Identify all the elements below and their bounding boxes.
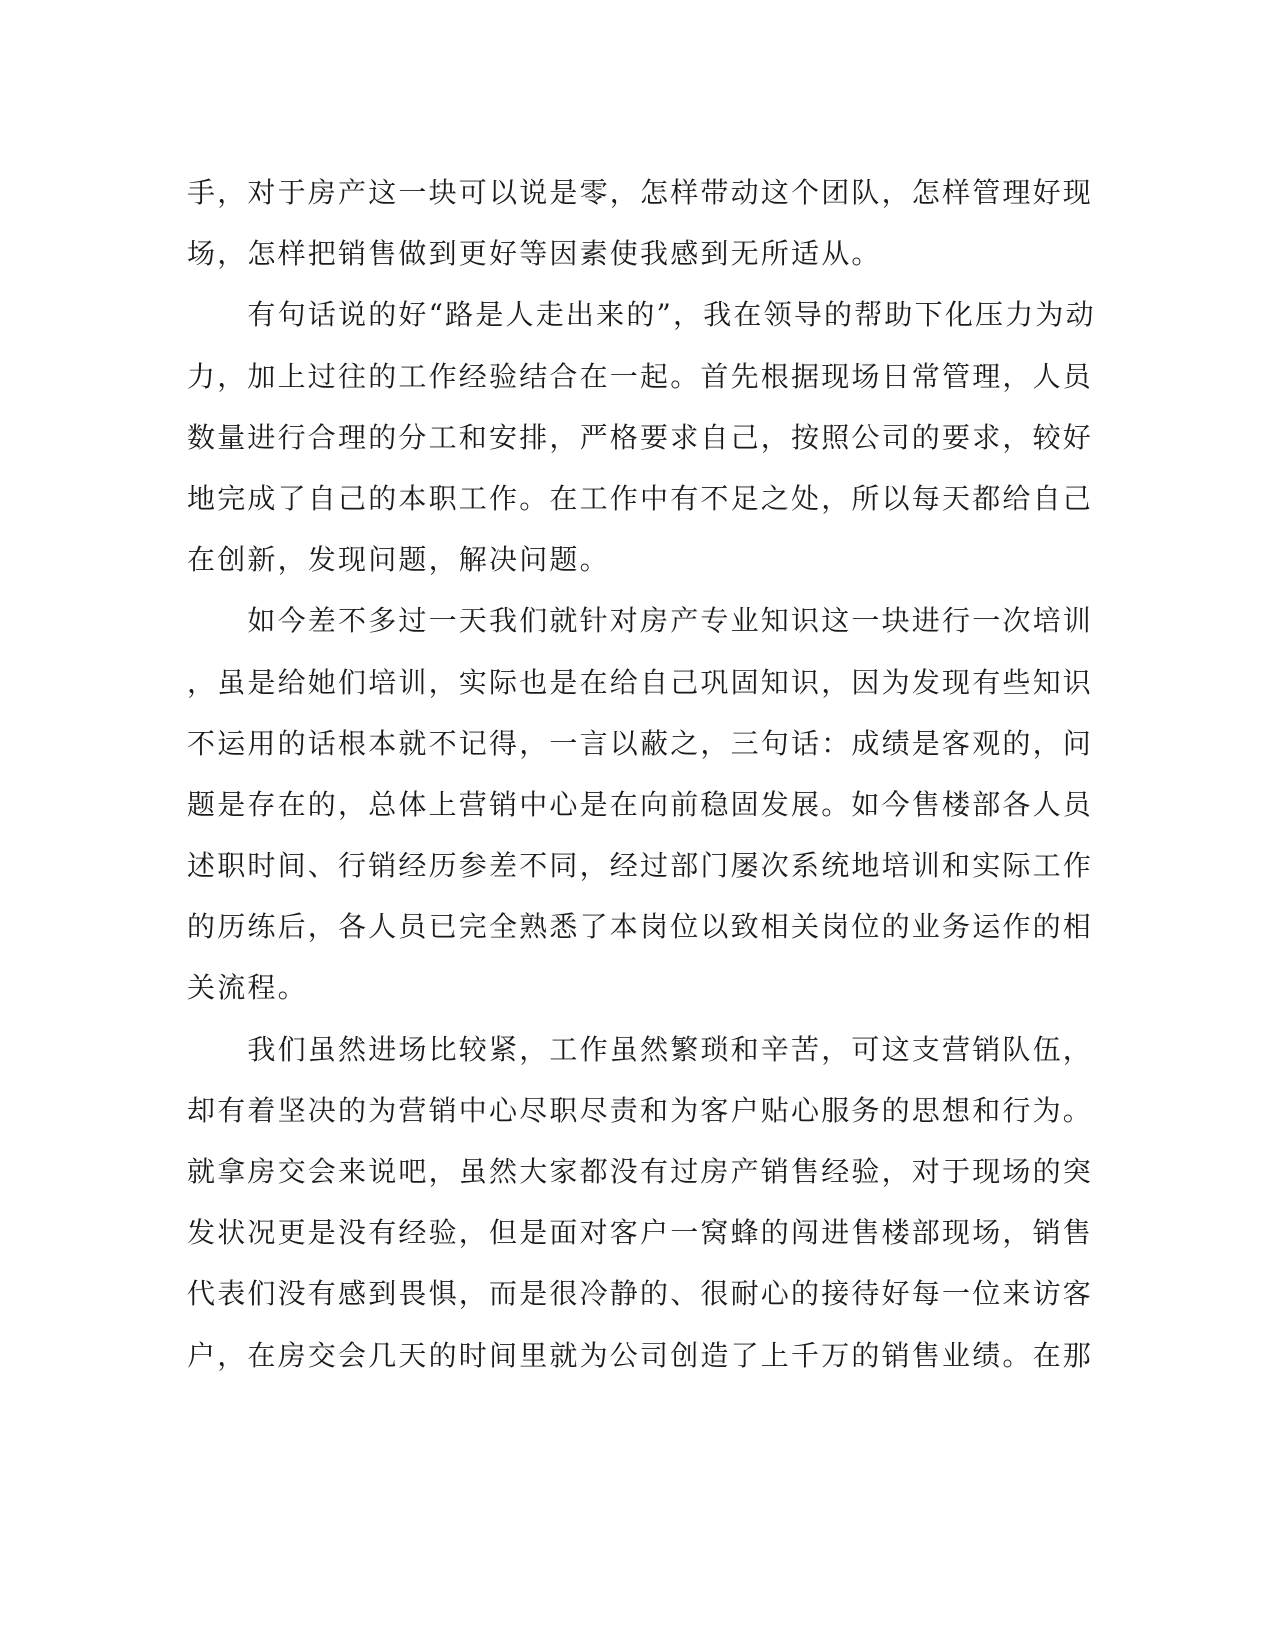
text-line: 代表们没有感到畏惧，而是很冷静的、很耐心的接待好每一位来访客 — [187, 1277, 1094, 1311]
text-line: 关流程。 — [187, 971, 308, 1005]
text-line: 户，在房交会几天的时间里就为公司创造了上千万的销售业绩。在那 — [187, 1338, 1094, 1372]
text-line: 场，怎样把销售做到更好等因素使我感到无所适从。 — [187, 237, 882, 271]
text-line: 在创新，发现问题，解决问题。 — [187, 543, 610, 577]
text-line: 数量进行合理的分工和安排，严格要求自己，按照公司的要求，较好 — [187, 420, 1094, 454]
text-line: 的历练后，各人员已完全熟悉了本岗位以致相关岗位的业务运作的相 — [187, 910, 1094, 944]
text-line: 题是存在的，总体上营销中心是在向前稳固发展。如今售楼部各人员 — [187, 787, 1094, 821]
text-line: 力，加上过往的工作经验结合在一起。首先根据现场日常管理，人员 — [187, 359, 1094, 393]
text-line: 发状况更是没有经验，但是面对客户一窝蜂的闯进售楼部现场，销售 — [187, 1216, 1094, 1250]
text-line: 有句话说的好“路是人走出来的”，我在领导的帮助下化压力为动 — [187, 298, 1096, 332]
text-line: 手，对于房产这一块可以说是零，怎样带动这个团队，怎样管理好现 — [187, 176, 1094, 209]
text-line: ，虽是给她们培训，实际也是在给自己巩固知识，因为发现有些知识 — [187, 665, 1094, 699]
text-line: 我们虽然进场比较紧，工作虽然繁琐和辛苦，可这支营销队伍， — [187, 1032, 1094, 1066]
text-line: 地完成了自己的本职工作。在工作中有不足之处，所以每天都给自己 — [187, 481, 1094, 515]
text-line: 就拿房交会来说吧，虽然大家都没有过房产销售经验，对于现场的突 — [187, 1155, 1094, 1188]
text-line: 却有着坚决的为营销中心尽职尽责和为客户贴心服务的思想和行为。 — [187, 1093, 1094, 1127]
text-line: 述职时间、行销经历参差不同，经过部门屡次系统地培训和实际工作 — [187, 849, 1094, 883]
text-line: 如今差不多过一天我们就针对房产专业知识这一块进行一次培训 — [187, 604, 1094, 638]
text-line: 不运用的话根本就不记得，一言以蔽之，三句话：成绩是客观的，问 — [187, 726, 1094, 760]
document-body — [187, 162, 1096, 1386]
